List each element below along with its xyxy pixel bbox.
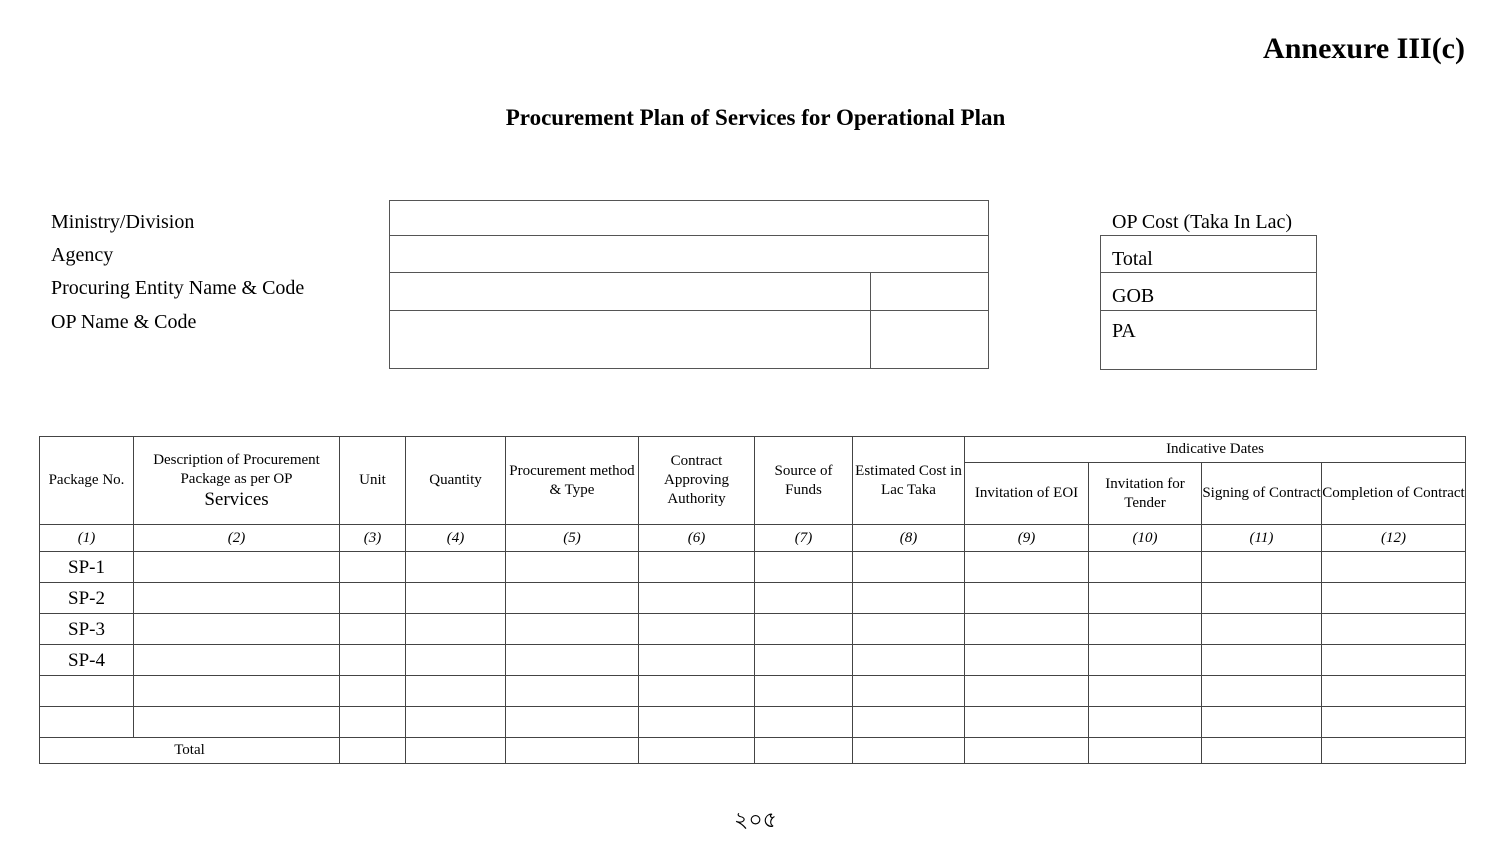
- table-cell[interactable]: [853, 676, 965, 707]
- header-quantity: Quantity: [406, 437, 506, 525]
- table-cell[interactable]: [1089, 614, 1202, 645]
- table-cell[interactable]: [406, 645, 506, 676]
- column-number: (10): [1089, 525, 1202, 552]
- op-cost-gob-label: GOB: [1112, 285, 1155, 307]
- table-cell[interactable]: [134, 645, 340, 676]
- table-cell[interactable]: [965, 552, 1089, 583]
- column-number: (5): [506, 525, 639, 552]
- op-cost-total-label: Total: [1112, 248, 1153, 270]
- table-cell[interactable]: [506, 583, 639, 614]
- table-cell[interactable]: [853, 614, 965, 645]
- table-cell[interactable]: [134, 676, 340, 707]
- table-cell[interactable]: [853, 707, 965, 738]
- page-number: ২০৫: [734, 808, 777, 833]
- table-cell[interactable]: [1202, 738, 1322, 764]
- package-no-cell: SP-1: [40, 552, 134, 583]
- table-cell[interactable]: [340, 645, 406, 676]
- table-cell[interactable]: [755, 583, 853, 614]
- table-cell[interactable]: [1089, 552, 1202, 583]
- table-cell[interactable]: [134, 552, 340, 583]
- table-cell[interactable]: [853, 738, 965, 764]
- header-description-text: Description of Procurement Package as per OP: [153, 451, 320, 487]
- column-number: (8): [853, 525, 965, 552]
- package-no-cell: [40, 676, 134, 707]
- table-cell[interactable]: [406, 707, 506, 738]
- package-rows: [40, 552, 1466, 738]
- table-cell[interactable]: [639, 583, 755, 614]
- package-no-cell: SP-3: [40, 614, 134, 645]
- table-cell[interactable]: [1202, 676, 1322, 707]
- table-cell[interactable]: [639, 645, 755, 676]
- header-description: [134, 437, 340, 525]
- column-number: (1): [40, 525, 134, 552]
- procurement-plan-table: [39, 436, 1466, 764]
- table-cell[interactable]: [134, 707, 340, 738]
- table-cell[interactable]: [1202, 707, 1322, 738]
- table-row: [40, 707, 1466, 738]
- table-cell[interactable]: [1202, 552, 1322, 583]
- table-cell[interactable]: [506, 707, 639, 738]
- table-cell[interactable]: [853, 645, 965, 676]
- table-cell[interactable]: [340, 676, 406, 707]
- page-title: Procurement Plan of Services for Operational Plan: [505, 105, 1006, 130]
- column-number: (7): [755, 525, 853, 552]
- table-cell[interactable]: [1089, 645, 1202, 676]
- table-cell[interactable]: [965, 614, 1089, 645]
- table-cell[interactable]: [1322, 614, 1466, 645]
- table-cell[interactable]: [639, 614, 755, 645]
- op-code-field[interactable]: [870, 310, 989, 369]
- table-cell[interactable]: [755, 614, 853, 645]
- table-row: [40, 614, 1466, 645]
- header-unit: Unit: [340, 437, 406, 525]
- op-cost-title: OP Cost (Taka In Lac): [1112, 211, 1293, 233]
- table-cell[interactable]: [340, 707, 406, 738]
- header-invitation-tender: Invitation for Tender: [1089, 463, 1202, 525]
- table-cell[interactable]: [1322, 552, 1466, 583]
- table-cell[interactable]: [506, 738, 639, 764]
- op-cost-divider: [1100, 272, 1317, 273]
- total-label: Total: [40, 738, 340, 764]
- agency-field[interactable]: [389, 235, 989, 273]
- ministry-label: Ministry/Division: [51, 211, 195, 233]
- column-number: (9): [965, 525, 1089, 552]
- table-cell[interactable]: [340, 552, 406, 583]
- table-cell[interactable]: [1202, 583, 1322, 614]
- table-cell[interactable]: [639, 676, 755, 707]
- table-cell[interactable]: [340, 583, 406, 614]
- table-cell[interactable]: [406, 583, 506, 614]
- package-no-cell: SP-2: [40, 583, 134, 614]
- header-procurement-method: Procurement method & Type: [506, 437, 639, 525]
- table-cell[interactable]: [853, 552, 965, 583]
- table-row: [40, 552, 1466, 583]
- header-source-funds: Source of Funds: [755, 437, 853, 525]
- table-cell[interactable]: [506, 552, 639, 583]
- table-cell[interactable]: [134, 583, 340, 614]
- column-number: (4): [406, 525, 506, 552]
- table-cell[interactable]: [639, 552, 755, 583]
- table-cell[interactable]: [506, 676, 639, 707]
- table-row: [40, 676, 1466, 707]
- op-name-label: OP Name & Code: [51, 311, 197, 333]
- table-cell[interactable]: [340, 614, 406, 645]
- table-row: [40, 645, 1466, 676]
- procuring-entity-code-field[interactable]: [870, 272, 989, 311]
- table-cell[interactable]: [406, 676, 506, 707]
- annexure-label: Annexure III(c): [1263, 32, 1465, 65]
- header-description-sub: Services: [204, 488, 269, 510]
- package-no-cell: SP-4: [40, 645, 134, 676]
- table-cell[interactable]: [755, 645, 853, 676]
- table-row: [40, 583, 1466, 614]
- table-cell[interactable]: [1322, 645, 1466, 676]
- column-number: (6): [639, 525, 755, 552]
- table-cell[interactable]: [755, 676, 853, 707]
- table-cell[interactable]: [755, 552, 853, 583]
- table-cell[interactable]: [755, 707, 853, 738]
- procuring-entity-name-field[interactable]: [389, 272, 871, 311]
- op-cost-divider: [1100, 310, 1317, 311]
- header-contract-authority: Contract Approving Authority: [639, 437, 755, 525]
- table-cell[interactable]: [965, 707, 1089, 738]
- table-cell[interactable]: [406, 552, 506, 583]
- table-cell[interactable]: [1202, 645, 1322, 676]
- table-cell[interactable]: [1322, 707, 1466, 738]
- table-cell[interactable]: [1322, 583, 1466, 614]
- table-cell[interactable]: [965, 645, 1089, 676]
- table-cell[interactable]: [639, 738, 755, 764]
- table-cell[interactable]: [965, 738, 1089, 764]
- table-cell[interactable]: [134, 614, 340, 645]
- header-completion: Completion of Contract: [1322, 463, 1466, 525]
- header-signing: Signing of Contract: [1202, 463, 1322, 525]
- table-cell[interactable]: [1322, 738, 1466, 764]
- table-cell[interactable]: [406, 614, 506, 645]
- header-package-no: Package No.: [40, 437, 134, 525]
- table-cell[interactable]: [639, 707, 755, 738]
- table-cell[interactable]: [853, 583, 965, 614]
- table-cell[interactable]: [1089, 676, 1202, 707]
- column-number-row: [40, 525, 1466, 552]
- table-cell[interactable]: [1202, 614, 1322, 645]
- table-cell[interactable]: [1089, 738, 1202, 764]
- table-cell[interactable]: [406, 738, 506, 764]
- table-cell[interactable]: [755, 738, 853, 764]
- op-cost-pa-label: PA: [1112, 320, 1136, 342]
- table-cell[interactable]: [1322, 676, 1466, 707]
- table-cell[interactable]: [1089, 707, 1202, 738]
- table-cell[interactable]: [965, 583, 1089, 614]
- table-cell[interactable]: [506, 645, 639, 676]
- table-cell[interactable]: [965, 676, 1089, 707]
- op-name-field[interactable]: [389, 310, 871, 369]
- column-number: (11): [1202, 525, 1322, 552]
- table-cell[interactable]: [340, 738, 406, 764]
- header-estimated-cost: Estimated Cost in Lac Taka: [853, 437, 965, 525]
- column-number: (3): [340, 525, 406, 552]
- column-number: (12): [1322, 525, 1466, 552]
- column-number: (2): [134, 525, 340, 552]
- procuring-entity-label: Procuring Entity Name & Code: [51, 277, 305, 299]
- package-no-cell: [40, 707, 134, 738]
- agency-label: Agency: [51, 244, 114, 266]
- table-cell[interactable]: [506, 614, 639, 645]
- ministry-field[interactable]: [389, 200, 989, 236]
- header-indicative-dates: Indicative Dates: [965, 437, 1466, 463]
- table-cell[interactable]: [1089, 583, 1202, 614]
- header-invitation-eoi: Invitation of EOI: [965, 463, 1089, 525]
